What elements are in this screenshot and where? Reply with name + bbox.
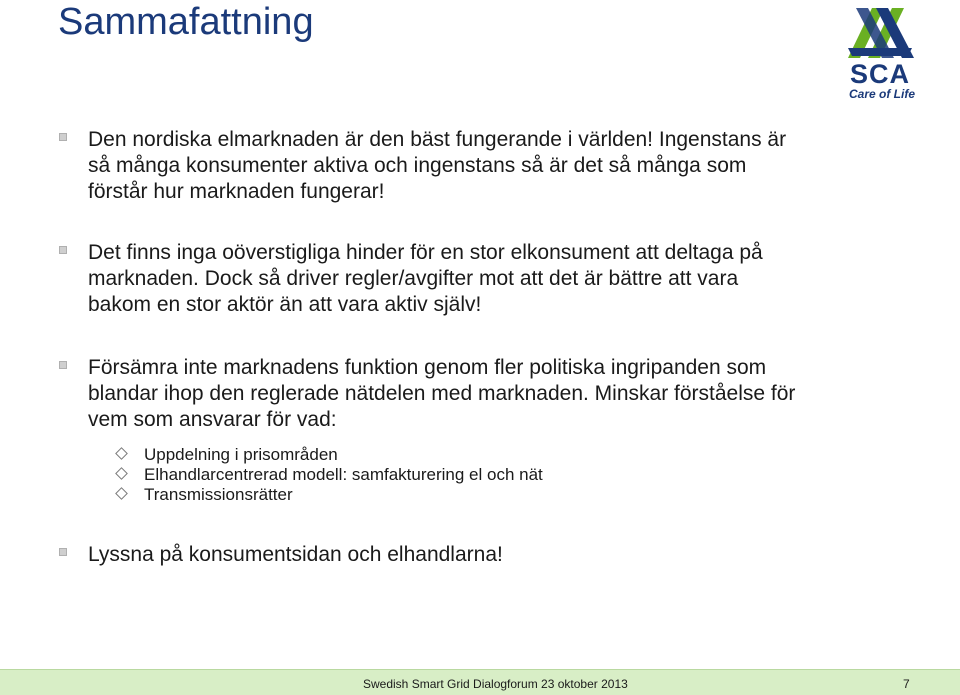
bullet-list (58, 127, 798, 568)
bullet-text: Det finns inga oöverstigliga hinder för en stor elkonsument att deltaga på marknaden. Dock så driver regler/avgifter mot att det är bättre att vara bakom en stor aktör än att vara aktiv själv! (88, 241, 763, 316)
square-bullet-icon (59, 133, 67, 141)
sub-bullet-list (113, 445, 798, 505)
sub-bullet-item (113, 465, 798, 485)
slide-footer (0, 669, 960, 695)
sca-logo-icon (838, 2, 922, 62)
bullet-item (58, 127, 798, 205)
square-bullet-icon (59, 548, 67, 556)
diamond-bullet-icon (115, 447, 128, 460)
bullet-text: Försämra inte marknadens funktion genom fler politiska ingripanden som blandar ihop den reglerade nätdelen med marknaden. Minskar förståelse för vem som ansvarar för vad: (88, 356, 796, 431)
sub-bullet-text: Uppdelning i prisområden (144, 445, 338, 464)
square-bullet-icon (59, 361, 67, 369)
bullet-item (58, 542, 798, 568)
footer-text: Swedish Smart Grid Dialogforum 23 oktober 2013 (363, 677, 628, 691)
bullet-item (58, 240, 798, 318)
sub-bullet-text: Transmissionsrätter (144, 485, 293, 504)
bullet-text: Den nordiska elmarknaden är den bäst fungerande i världen! Ingenstans är så många konsumenter aktiva och ingenstans så är det så många som förstår hur marknaden fungerar! (88, 128, 787, 203)
sca-logo (838, 2, 922, 102)
logo-tagline: Care of Life (848, 87, 915, 101)
logo-wordmark: SCA (849, 59, 910, 89)
diamond-bullet-icon (115, 467, 128, 480)
bullet-item (58, 355, 798, 433)
slide-title: Sammafattning (58, 1, 314, 43)
bullet-text: Lyssna på konsumentsidan och elhandlarna! (88, 543, 503, 566)
diamond-bullet-icon (115, 487, 128, 500)
sub-bullet-text: Elhandlarcentrerad modell: samfakturering el och nät (144, 465, 543, 484)
sub-bullet-item (113, 485, 798, 505)
square-bullet-icon (59, 246, 67, 254)
page-number: 7 (903, 677, 910, 691)
sub-bullet-item (113, 445, 798, 465)
